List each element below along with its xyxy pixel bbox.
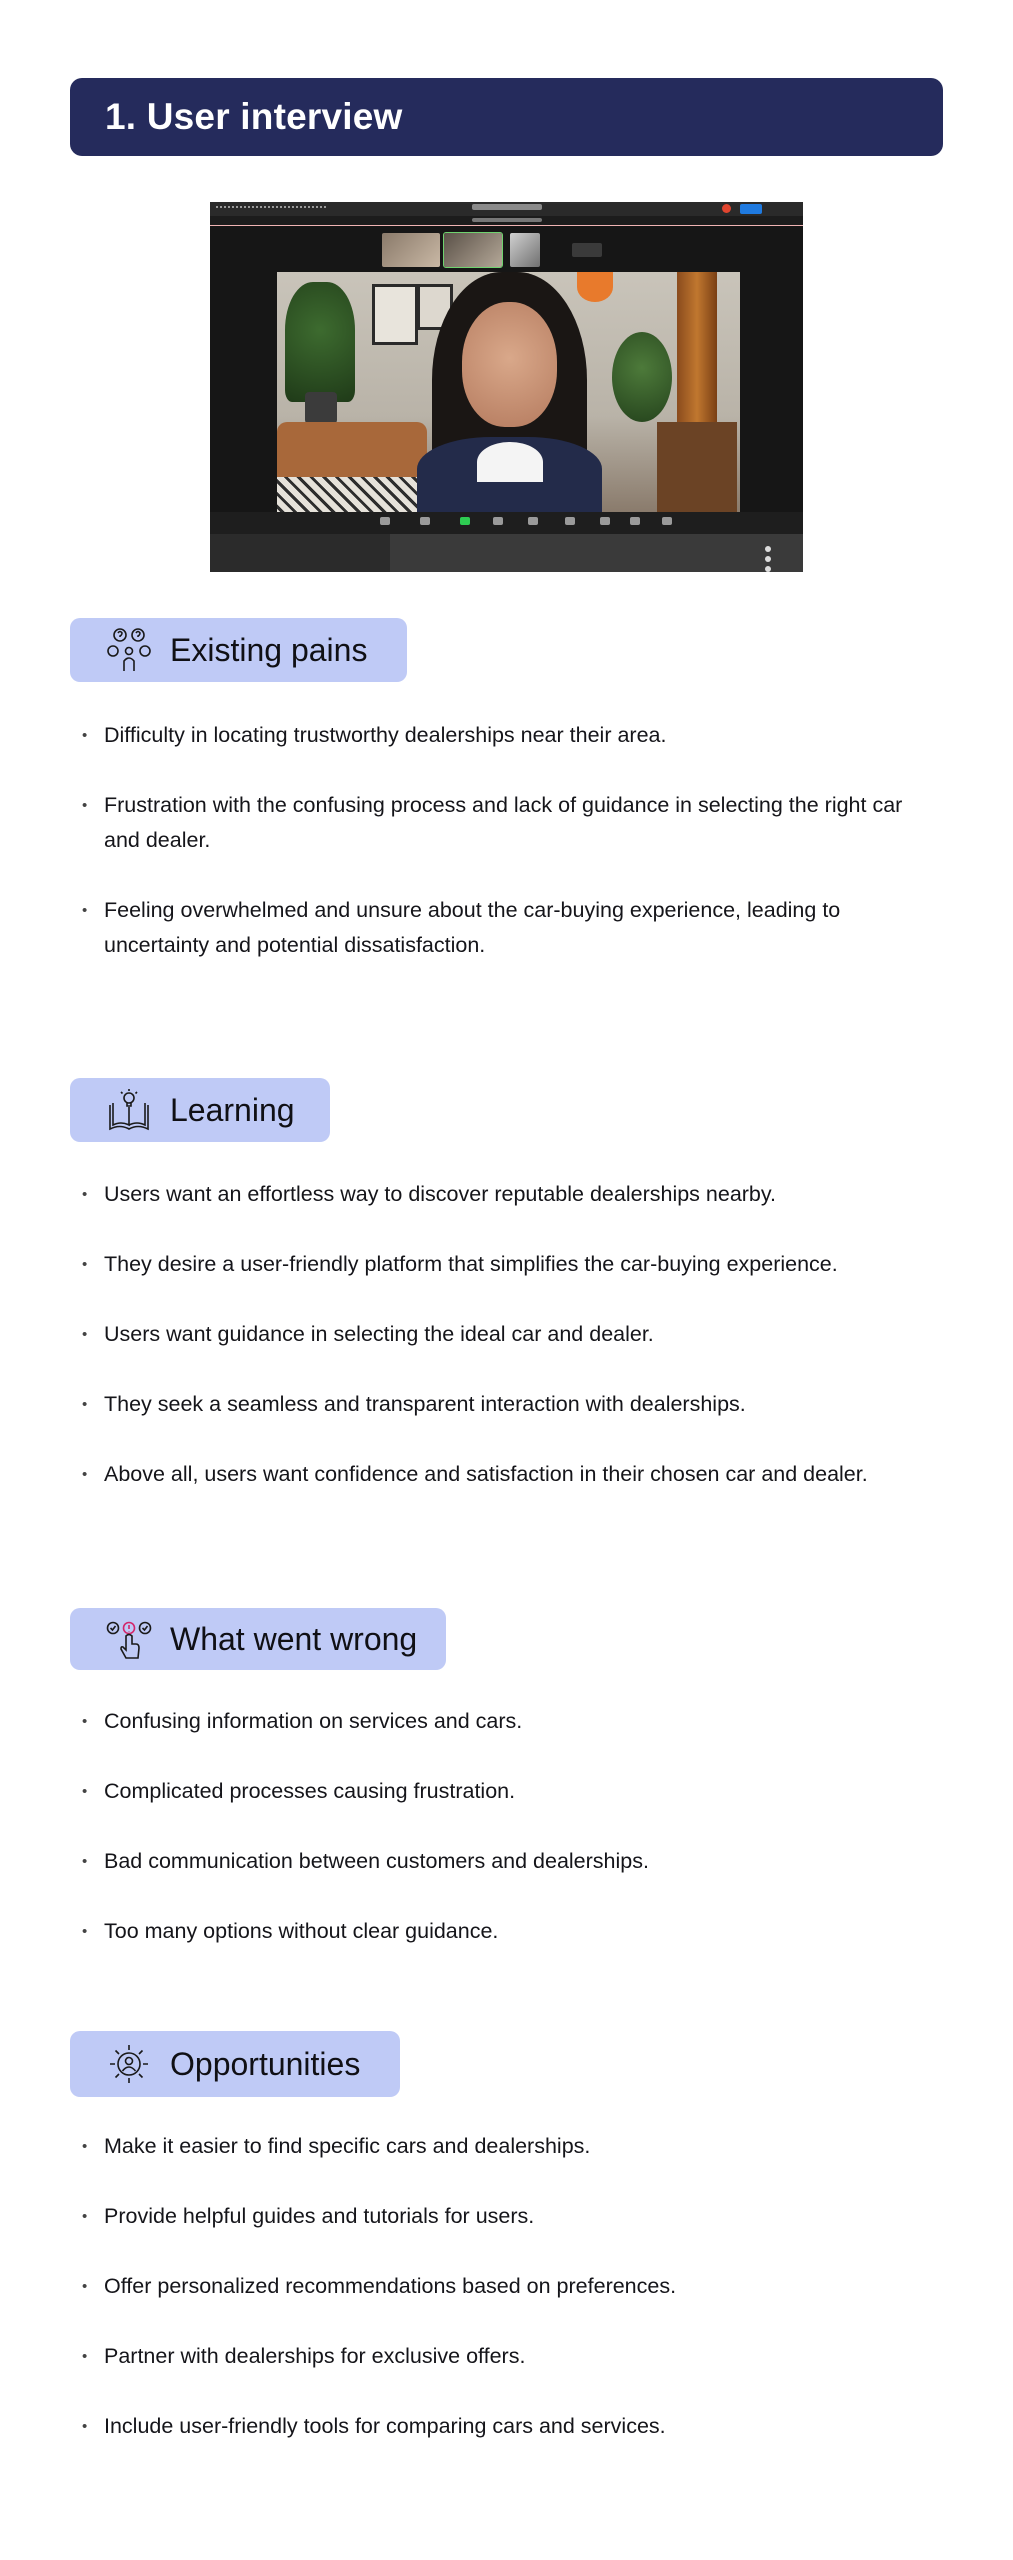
section-header-learning bbox=[70, 1078, 330, 1142]
list-item: • Difficulty in locating trustworthy dealerships near their area. bbox=[72, 718, 932, 753]
what-went-wrong-list bbox=[72, 1704, 932, 1949]
zoom-call-screenshot bbox=[210, 202, 803, 572]
list-item: • Bad communication between customers and dealerships. bbox=[72, 1844, 932, 1879]
share-button-mock bbox=[740, 204, 762, 214]
list-item: • Offer personalized recommendations based on preferences. bbox=[72, 2269, 932, 2304]
section-heading: Opportunities bbox=[170, 2045, 361, 2082]
list-item: • Confusing information on services and cars. bbox=[72, 1704, 932, 1739]
list-item: • Make it easier to find specific cars and dealerships. bbox=[72, 2129, 932, 2164]
participant-face bbox=[462, 302, 557, 427]
title-banner bbox=[70, 78, 943, 156]
existing-pains-list bbox=[72, 718, 932, 963]
zoom-top-bar bbox=[210, 202, 803, 216]
list-item: • Above all, users want confidence and satisfaction in their chosen car and dealer. bbox=[72, 1457, 932, 1492]
record-indicator-icon bbox=[722, 204, 731, 213]
list-item: • Users want guidance in selecting the ideal car and dealer. bbox=[72, 1317, 932, 1352]
section-header-what-went-wrong bbox=[70, 1608, 446, 1670]
list-item: • They desire a user-friendly platform that simplifies the car-buying experience. bbox=[72, 1247, 932, 1282]
list-item: • Too many options without clear guidance. bbox=[72, 1914, 932, 1949]
section-header-existing-pains bbox=[70, 618, 407, 682]
list-item: • Feeling overwhelmed and unsure about the car-buying experience, leading to uncertainty and potential dissatisfaction. bbox=[72, 893, 932, 963]
book-lightbulb-icon bbox=[106, 1087, 152, 1133]
section-heading: What went wrong bbox=[170, 1620, 418, 1657]
list-item: • Users want an effortless way to discover reputable dealerships nearby. bbox=[72, 1177, 932, 1212]
choice-hand-icon bbox=[106, 1616, 152, 1662]
main-video bbox=[277, 272, 740, 512]
zoom-control-bar bbox=[210, 512, 803, 534]
list-item: • They seek a seamless and transparent interaction with dealerships. bbox=[72, 1387, 932, 1422]
gear-person-icon bbox=[106, 2041, 152, 2087]
zoom-meeting-bar bbox=[210, 216, 803, 226]
page-title: 1. User interview bbox=[105, 96, 403, 137]
people-questions-icon bbox=[106, 627, 152, 673]
list-item: • Frustration with the confusing process and lack of guidance in selecting the right car and dealer. bbox=[72, 788, 932, 858]
zoom-lower-panel bbox=[210, 534, 803, 572]
list-item: • Partner with dealerships for exclusive offers. bbox=[72, 2339, 932, 2374]
list-item: • Complicated processes causing frustration. bbox=[72, 1774, 932, 1809]
list-item: • Provide helpful guides and tutorials for users. bbox=[72, 2199, 932, 2234]
section-heading: Learning bbox=[170, 1091, 295, 1128]
section-header-opportunities bbox=[70, 2031, 400, 2097]
list-item: • Include user-friendly tools for comparing cars and services. bbox=[72, 2409, 932, 2444]
opportunities-list bbox=[72, 2129, 932, 2444]
learning-list bbox=[72, 1177, 932, 1492]
section-heading: Existing pains bbox=[170, 631, 368, 668]
